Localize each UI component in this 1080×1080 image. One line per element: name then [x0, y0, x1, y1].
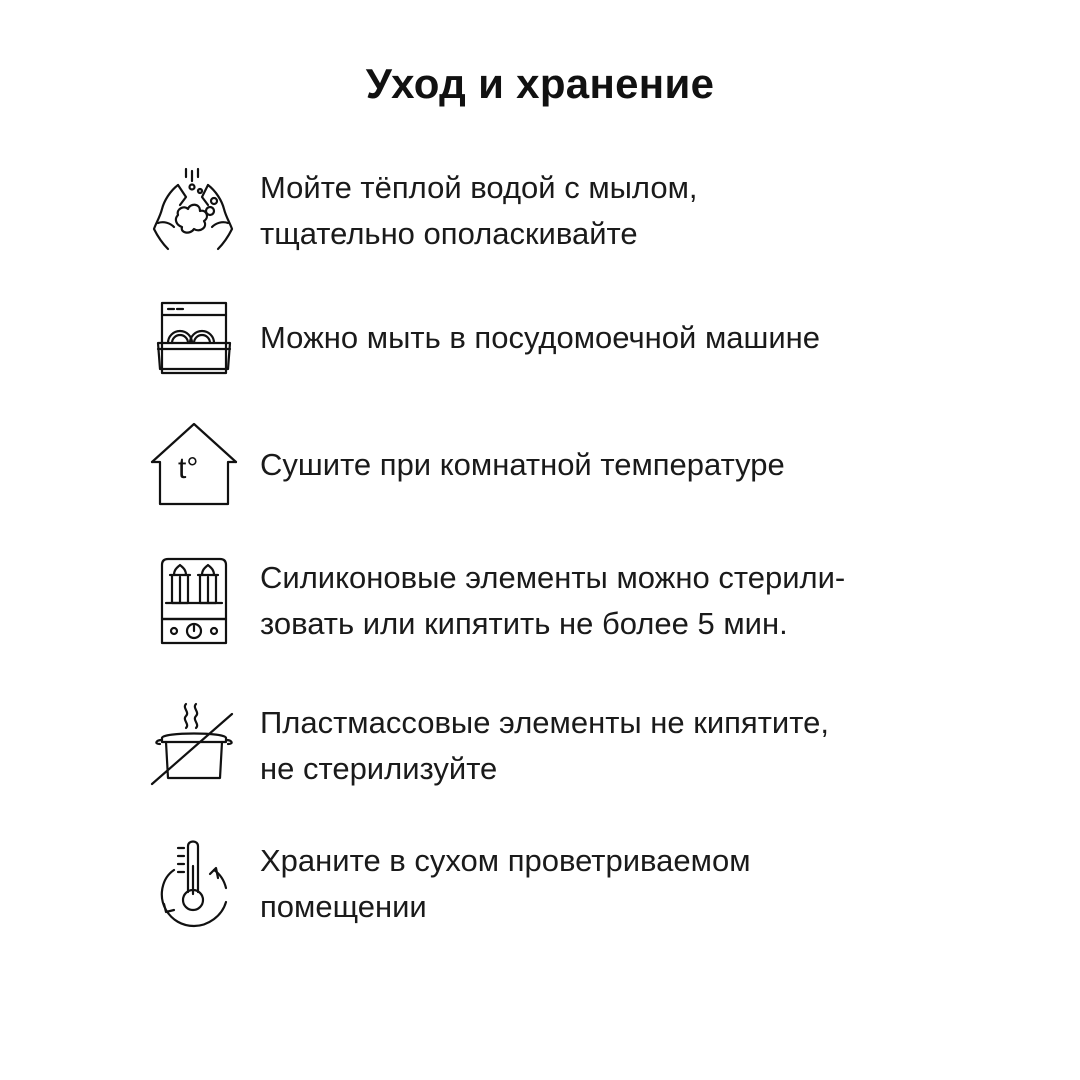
- care-item-text: [260, 555, 845, 647]
- text-line: Храните в сухом проветриваемом: [260, 843, 751, 878]
- care-item-sterilize: [148, 555, 948, 651]
- no-boiling-pot-icon: [148, 700, 240, 792]
- text-line: помещении: [260, 889, 427, 924]
- text-line: Сушите при комнатной температуре: [260, 447, 785, 482]
- care-item-dry: [148, 420, 948, 516]
- temperature-symbol: t°: [178, 452, 199, 485]
- house-temperature-icon: [148, 420, 240, 512]
- dry-storage-thermometer-icon: [148, 838, 240, 930]
- text-line: зовать или кипятить не более 5 мин.: [260, 606, 788, 641]
- care-item-storage: [148, 838, 948, 934]
- text-line: тщательно ополаскивайте: [260, 216, 638, 251]
- care-item-text: [260, 700, 829, 792]
- text-line: Пластмассовые элементы не кипятите,: [260, 705, 829, 740]
- text-line: не стерилизуйте: [260, 751, 498, 786]
- text-line: Можно мыть в посудомоечной машине: [260, 320, 821, 355]
- washing-hands-icon: [148, 165, 240, 257]
- care-item-text: [260, 165, 698, 257]
- care-item-text: [260, 442, 785, 488]
- page-title: Уход и хранение: [365, 60, 715, 107]
- sterilizer-icon: [148, 555, 240, 647]
- care-item-dishwasher: [148, 293, 948, 389]
- care-item-no-boil: [148, 700, 948, 796]
- text-line: Мойте тёплой водой с мылом,: [260, 170, 698, 205]
- care-item-text: [260, 315, 820, 361]
- care-item-wash: [148, 165, 948, 261]
- care-item-text: [260, 838, 751, 930]
- text-line: Силиконовые элементы можно стерили-: [260, 560, 846, 595]
- dishwasher-icon: [148, 293, 240, 385]
